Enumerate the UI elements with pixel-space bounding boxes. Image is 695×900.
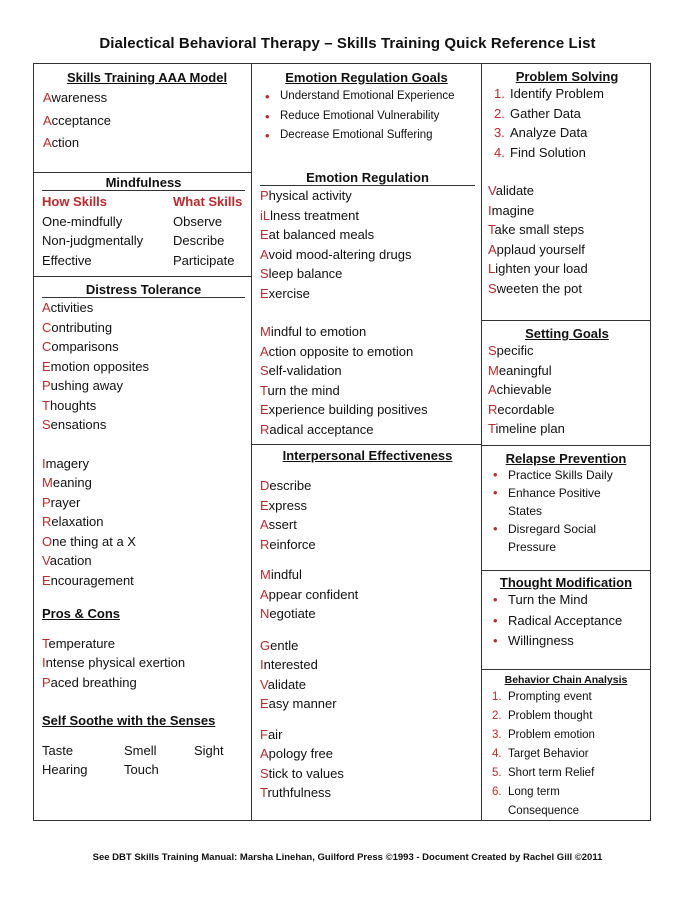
list-item: 4. Find Solution xyxy=(494,144,586,160)
list-item: Assert xyxy=(260,517,297,532)
list-item: Validate xyxy=(260,676,307,692)
interpersonal-group-1 xyxy=(260,476,475,554)
column-right xyxy=(482,64,650,820)
thought-modification-heading: Thought Modification xyxy=(499,575,633,590)
relapse-section xyxy=(482,445,650,556)
list-item: Experience building positives xyxy=(260,402,428,417)
smart-acrostic xyxy=(488,341,646,439)
distress-group-3 xyxy=(42,634,245,693)
list-item: Reinforce xyxy=(260,536,316,552)
list-item: 2. Problem thought xyxy=(492,710,593,722)
emotion-regulation-section xyxy=(252,170,481,439)
list-item: Timeline plan xyxy=(488,421,565,436)
interpersonal-heading: Interpersonal Effectiveness xyxy=(282,448,453,463)
list-item: Temperature xyxy=(42,635,115,651)
list-item: Truthfulness xyxy=(260,785,332,800)
list-item: 2. Gather Data xyxy=(494,105,581,121)
problem-solving-section xyxy=(482,69,650,298)
list-item: Sleep balance xyxy=(260,266,343,281)
list-item: • Radical Acceptance xyxy=(486,611,646,632)
list-item: Sweeten the pot xyxy=(488,280,582,296)
list-item: Mindful xyxy=(260,567,302,582)
list-item: 5. Short term Relief xyxy=(492,767,595,779)
list-item: • Disregard Social Pressure xyxy=(486,520,646,556)
list-item: Physical activity xyxy=(260,188,352,203)
list-item: • Turn the Mind xyxy=(486,590,646,611)
interpersonal-group-4 xyxy=(260,725,475,803)
list-item: Intense physical exertion xyxy=(42,655,186,670)
list-item: Activities xyxy=(42,300,94,315)
list-item: Radical acceptance xyxy=(260,421,374,437)
list-item: One-mindfully xyxy=(42,213,123,229)
validate-acrostic xyxy=(488,181,646,298)
footer-credit: See DBT Skills Training Manual: Marsha Linehan, Guilford Press ©1993 - Document Created by Rachel Gill ©2011 xyxy=(92,852,603,863)
list-item: Fair xyxy=(260,726,283,742)
list-item: Self-validation xyxy=(260,363,342,378)
thought-modification-section xyxy=(482,570,650,652)
behavior-chain-heading: Behavior Chain Analysis xyxy=(504,674,628,686)
column-left xyxy=(34,64,251,820)
list-item: Apology free xyxy=(260,746,333,761)
list-item: Relaxation xyxy=(42,514,104,529)
list-item: Touch xyxy=(124,762,159,777)
list-item: Effective xyxy=(42,252,92,268)
emotion-regulation-heading: Emotion Regulation xyxy=(260,170,475,186)
interpersonal-group-3 xyxy=(260,636,475,714)
list-item: • Decrease Emotional Suffering xyxy=(258,126,475,146)
interpersonal-section xyxy=(252,444,481,803)
list-item: Avoid mood-altering drugs xyxy=(260,246,412,262)
distress-section xyxy=(34,276,251,780)
list-item: Action xyxy=(43,135,80,150)
list-item: 4. Target Behavior xyxy=(492,748,589,760)
list-item: Easy manner xyxy=(260,696,337,711)
list-item: Exercise xyxy=(260,285,310,301)
list-item: Meaningful xyxy=(488,362,552,378)
emotion-goals-heading: Emotion Regulation Goals xyxy=(285,70,448,85)
list-item: Express xyxy=(260,497,307,513)
list-item: Sensations xyxy=(42,417,107,432)
list-item: Non-judgmentally xyxy=(42,233,144,248)
aaa-section xyxy=(34,70,251,153)
emotion-goals-section xyxy=(252,70,481,146)
list-item: Describe xyxy=(173,233,225,248)
list-item: Emotion opposites xyxy=(42,358,149,374)
list-item: Lighten your load xyxy=(488,261,588,276)
list-item: Eat balanced meals xyxy=(260,227,375,242)
behavior-chain-section xyxy=(482,669,650,821)
list-item: Specific xyxy=(488,343,534,358)
list-item: Take small steps xyxy=(488,222,585,237)
problem-solving-heading: Problem Solving xyxy=(515,69,619,84)
list-item: • Practice Skills Daily xyxy=(486,466,646,484)
list-item: Participate xyxy=(173,252,235,268)
list-item: Imagine xyxy=(488,202,535,218)
list-item: Stick to values xyxy=(260,765,344,781)
list-item: Turn the mind xyxy=(260,382,340,398)
list-item: Gentle xyxy=(260,637,299,653)
list-item: Vacation xyxy=(42,553,92,568)
list-item: Contributing xyxy=(42,319,113,335)
senses-row xyxy=(42,741,245,761)
setting-goals-section xyxy=(482,320,650,439)
list-item: Hearing xyxy=(42,762,88,777)
mindfulness-heading: Mindfulness xyxy=(42,175,245,191)
list-item: • Understand Emotional Experience xyxy=(258,87,475,107)
list-item: Imagery xyxy=(42,455,89,471)
list-item: Pushing away xyxy=(42,378,123,393)
page-title: Dialectical Behavioral Therapy – Skills Training Quick Reference List xyxy=(99,35,596,52)
list-item: Describe xyxy=(260,478,312,493)
how-skills-label: How Skills xyxy=(42,194,108,209)
relapse-heading: Relapse Prevention xyxy=(505,451,627,466)
list-item: Encouragement xyxy=(42,572,134,588)
list-item: iLlness treatment xyxy=(260,207,359,223)
list-item: Awareness xyxy=(43,90,108,105)
list-item: Interested xyxy=(260,657,318,672)
list-item: Comparisons xyxy=(42,339,119,354)
list-item: 6. Long term Consequence xyxy=(492,786,579,817)
mindfulness-section xyxy=(34,172,251,270)
what-skills-label: What Skills xyxy=(173,194,243,209)
distress-heading: Distress Tolerance xyxy=(42,282,245,298)
list-item: 3. Problem emotion xyxy=(492,729,595,741)
list-item: Prayer xyxy=(42,494,81,510)
distress-group-2 xyxy=(42,454,245,591)
distress-group-1 xyxy=(42,298,245,435)
list-item: Negotiate xyxy=(260,606,316,621)
list-item: Observe xyxy=(173,213,223,229)
list-item: • Willingness xyxy=(486,631,646,652)
interpersonal-group-2 xyxy=(260,565,475,624)
aaa-heading: Skills Training AAA Model xyxy=(66,70,228,85)
list-item: Meaning xyxy=(42,475,92,490)
list-item: • Enhance Positive States xyxy=(486,484,646,520)
list-item: Applaud yourself xyxy=(488,241,585,257)
list-item: One thing at a X xyxy=(42,533,136,549)
list-item: Acceptance xyxy=(43,112,111,128)
list-item: Taste xyxy=(42,742,74,758)
pros-cons-heading: Pros & Cons xyxy=(42,606,121,621)
setting-goals-heading: Setting Goals xyxy=(525,326,609,341)
list-item: 1. Identify Problem xyxy=(494,86,604,101)
list-item: Validate xyxy=(488,183,535,198)
list-item: Thoughts xyxy=(42,397,97,413)
list-item: Achievable xyxy=(488,382,552,397)
list-item: • Reduce Emotional Vulnerability xyxy=(258,107,475,127)
reference-grid xyxy=(33,63,651,821)
self-soothe-heading: Self Soothe with the Senses xyxy=(42,713,216,728)
regulation-group-1 xyxy=(260,186,475,303)
list-item: Mindful to emotion xyxy=(260,324,367,339)
list-item: Smell xyxy=(124,742,157,758)
list-item: Recordable xyxy=(488,401,555,417)
list-item: 3. Analyze Data xyxy=(494,125,588,140)
list-item: Paced breathing xyxy=(42,674,137,690)
list-item: Appear confident xyxy=(260,586,359,602)
list-item: Sight xyxy=(194,742,224,758)
senses-row xyxy=(42,760,245,780)
regulation-group-2 xyxy=(260,322,475,439)
list-item: Action opposite to emotion xyxy=(260,343,414,359)
list-item: 1. Prompting event xyxy=(492,691,592,703)
column-middle xyxy=(251,64,482,820)
